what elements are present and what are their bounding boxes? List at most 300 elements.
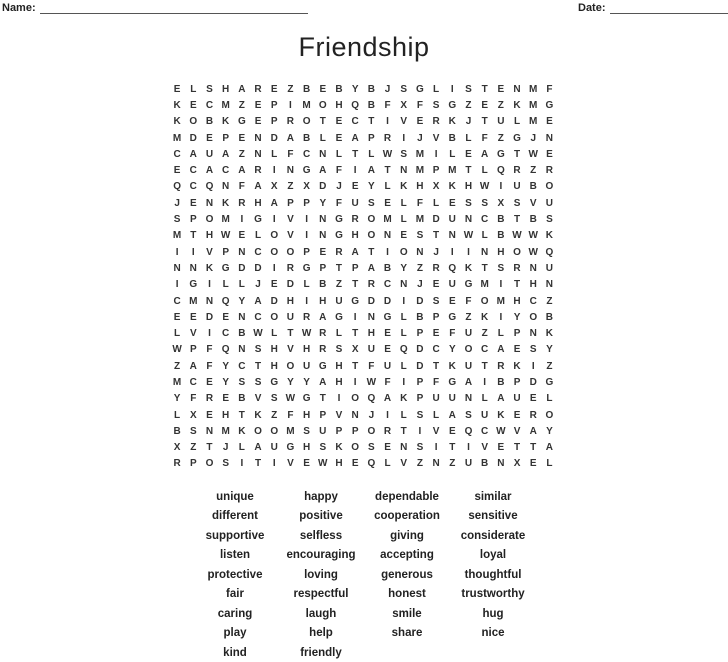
grid-cell: I [499, 311, 503, 323]
grid-cell: H [270, 344, 278, 356]
grid-cell: U [383, 360, 392, 372]
grid-cell: E [432, 328, 440, 340]
grid-cell: B [497, 214, 505, 226]
grid-cell: E [189, 197, 197, 209]
grid-cell: H [416, 181, 424, 193]
grid-cell: Q [367, 393, 376, 405]
grid-cell: L [481, 230, 488, 242]
grid-cell: N [529, 328, 537, 340]
grid-cell: V [287, 214, 294, 226]
grid-cell: O [270, 246, 279, 258]
grid-cell: J [530, 132, 536, 144]
grid-cell: P [319, 262, 327, 274]
grid-cell: I [272, 458, 276, 470]
grid-cell: O [529, 311, 538, 323]
grid-cell: T [384, 165, 391, 177]
grid-cell: I [499, 279, 503, 291]
grid-cell: I [353, 165, 357, 177]
grid-cell: G [496, 148, 505, 160]
grid-cell: M [480, 279, 489, 291]
grid-cell: F [190, 393, 197, 405]
grid-cell: N [464, 393, 473, 405]
grid-cell: I [208, 279, 211, 291]
grid-cell: G [335, 230, 343, 242]
grid-cell: U [335, 295, 343, 307]
name-blank-line [40, 2, 308, 14]
grid-cell: V [513, 425, 521, 437]
grid-cell: S [189, 425, 197, 437]
grid-cell: N [432, 458, 440, 470]
grid-cell: I [483, 376, 487, 388]
grid-cell: I [386, 116, 389, 128]
grid-cell: N [319, 148, 327, 160]
grid-cell: B [173, 425, 181, 437]
grid-cell: K [173, 99, 181, 111]
grid-cell: B [335, 83, 343, 95]
grid-cell: V [529, 197, 537, 209]
grid-cell: E [448, 295, 456, 307]
grid-cell: G [318, 360, 327, 372]
grid-cell: I [386, 409, 389, 421]
grid-cell: H [254, 197, 262, 209]
grid-cell: O [367, 230, 376, 242]
grid-cell: Q [464, 425, 473, 437]
grid-cell: E [481, 99, 488, 111]
grid-cell: L [271, 328, 278, 340]
grid-cell: S [546, 214, 553, 226]
grid-cell: F [416, 99, 423, 111]
grid-cell: Q [221, 344, 230, 356]
grid-cell: R [254, 165, 262, 177]
grid-cell: A [189, 360, 197, 372]
grid-cell: E [173, 83, 181, 95]
grid-cell: V [432, 132, 440, 144]
grid-cell: F [433, 376, 440, 388]
grid-cell: S [416, 442, 424, 454]
grid-cell: F [465, 295, 472, 307]
grid-cell: E [448, 425, 456, 437]
word-list-item: fair [226, 588, 244, 601]
grid-cell: U [319, 425, 327, 437]
word-list-item: sensitive [468, 510, 518, 523]
grid-cell: E [270, 83, 278, 95]
grid-cell: N [383, 230, 392, 242]
grid-cell: Y [448, 344, 456, 356]
grid-cell: S [416, 230, 424, 242]
grid-cell: R [432, 116, 440, 128]
grid-cell: I [353, 376, 357, 388]
grid-cell: I [175, 246, 179, 258]
grid-cell: G [545, 376, 554, 388]
grid-cell: H [302, 442, 311, 454]
grid-cell: I [402, 132, 406, 144]
grid-cell: P [189, 458, 197, 470]
grid-cell: W [318, 458, 328, 470]
grid-cell: Y [319, 197, 327, 209]
grid-cell: G [513, 132, 521, 144]
grid-cell: Z [238, 99, 245, 111]
grid-cell: A [319, 376, 327, 388]
grid-cell: I [289, 99, 292, 111]
grid-cell: H [286, 295, 295, 307]
grid-cell: P [287, 197, 294, 209]
grid-cell: I [305, 214, 308, 226]
grid-cell: T [433, 230, 440, 242]
grid-cell: L [481, 165, 488, 177]
grid-cell: H [335, 99, 343, 111]
grid-cell: D [205, 311, 214, 323]
grid-cell: P [351, 425, 359, 437]
grid-cell: T [530, 442, 537, 454]
grid-cell: H [367, 328, 375, 340]
grid-cell: C [481, 425, 489, 437]
grid-cell: N [238, 344, 246, 356]
grid-cell: N [222, 181, 230, 193]
grid-cell: Y [287, 376, 294, 388]
grid-cell: L [384, 181, 391, 193]
grid-cell: N [238, 246, 246, 258]
word-list-item: happy [304, 490, 338, 503]
grid-cell: L [238, 442, 245, 454]
grid-cell: L [497, 328, 504, 340]
grid-cell: E [416, 116, 424, 128]
grid-cell: R [319, 344, 327, 356]
grid-cell: L [433, 83, 440, 95]
grid-cell: Y [238, 295, 246, 307]
grid-cell: M [529, 116, 538, 128]
grid-cell: E [432, 279, 440, 291]
grid-cell: P [189, 214, 197, 226]
grid-cell: H [335, 360, 343, 372]
grid-cell: K [545, 328, 554, 340]
grid-cell: P [513, 328, 521, 340]
grid-cell: V [287, 230, 294, 242]
grid-cell: A [286, 132, 295, 144]
word-list-item: honest [388, 588, 426, 601]
grid-cell: L [400, 311, 407, 323]
grid-cell: N [238, 311, 246, 323]
word-list-item: laugh [305, 607, 337, 620]
grid-cell: L [303, 279, 310, 291]
grid-cell: O [464, 344, 473, 356]
grid-cell: M [415, 148, 425, 160]
grid-cell: E [222, 393, 229, 405]
grid-cell: T [481, 360, 488, 372]
grid-cell: C [173, 148, 181, 160]
grid-cell: T [513, 279, 521, 291]
grid-cell: H [222, 83, 230, 95]
grid-cell: A [319, 311, 327, 323]
grid-cell: U [367, 344, 375, 356]
grid-cell: C [432, 344, 440, 356]
grid-cell: T [400, 425, 407, 437]
grid-cell: U [464, 458, 473, 470]
grid-cell: N [513, 83, 521, 95]
grid-cell: M [221, 99, 230, 111]
grid-cell: J [465, 116, 472, 128]
grid-cell: F [368, 360, 375, 372]
grid-cell: B [302, 83, 311, 95]
grid-cell: D [189, 132, 197, 144]
grid-cell: K [173, 116, 181, 128]
grid-cell: B [497, 230, 505, 242]
grid-cell: Y [351, 83, 359, 95]
grid-cell: P [351, 262, 359, 274]
grid-cell: I [402, 295, 406, 307]
grid-cell: H [335, 458, 343, 470]
grid-cell: G [335, 214, 343, 226]
grid-cell: U [286, 311, 295, 323]
grid-cell: Z [190, 442, 197, 454]
grid-cell: D [383, 295, 392, 307]
word-list-item: different [212, 510, 258, 523]
grid-cell: J [384, 83, 391, 95]
grid-cell: I [208, 328, 211, 340]
word-list-item: kind [223, 646, 247, 659]
grid-cell: E [384, 197, 391, 209]
grid-cell: U [432, 393, 440, 405]
grid-cell: J [433, 246, 439, 258]
grid-cell: F [238, 181, 245, 193]
grid-cell: V [432, 425, 440, 437]
grid-cell: P [303, 246, 310, 258]
grid-cell: T [335, 262, 343, 274]
grid-cell: P [222, 132, 229, 144]
date-label: Date: [578, 2, 606, 14]
grid-cell: D [416, 360, 424, 372]
grid-cell: T [352, 360, 359, 372]
grid-cell: T [368, 116, 375, 128]
grid-cell: V [400, 116, 408, 128]
grid-cell: R [529, 409, 537, 421]
grid-cell: X [351, 344, 359, 356]
grid-cell: N [400, 279, 408, 291]
grid-cell: N [319, 230, 327, 242]
grid-cell: S [222, 458, 229, 470]
grid-cell: P [270, 99, 278, 111]
grid-cell: T [513, 148, 521, 160]
grid-cell: N [367, 311, 375, 323]
grid-cell: N [400, 165, 408, 177]
grid-cell: S [400, 83, 408, 95]
grid-cell: R [383, 425, 392, 437]
word-list-item: respectful [293, 588, 349, 601]
grid-cell: Z [497, 99, 504, 111]
grid-cell: Z [271, 409, 278, 421]
grid-cell: M [496, 295, 506, 307]
grid-cell: E [546, 148, 553, 160]
grid-cell: U [205, 148, 214, 160]
grid-cell: E [254, 99, 262, 111]
grid-cell: L [546, 393, 553, 405]
grid-cell: W [496, 425, 506, 437]
grid-cell: W [301, 328, 312, 340]
grid-cell: V [254, 393, 262, 405]
grid-cell: A [205, 165, 214, 177]
grid-cell: B [238, 393, 246, 405]
grid-cell: T [190, 230, 197, 242]
grid-cell: U [270, 442, 278, 454]
grid-cell: U [545, 262, 554, 274]
grid-cell: K [335, 442, 343, 454]
grid-cell: L [254, 230, 262, 242]
grid-cell: I [386, 246, 389, 258]
grid-cell: Z [546, 295, 553, 307]
grid-cell: E [497, 442, 505, 454]
grid-cell: I [337, 393, 341, 405]
grid-cell: C [254, 311, 262, 323]
word-list-item: help [309, 627, 333, 640]
grid-cell: E [465, 148, 472, 160]
grid-cell: A [481, 148, 489, 160]
grid-cell: Y [400, 262, 408, 274]
grid-cell: P [270, 116, 278, 128]
grid-cell: A [222, 148, 230, 160]
grid-cell: N [286, 165, 295, 177]
grid-cell: W [382, 148, 393, 160]
grid-cell: U [513, 181, 521, 193]
grid-cell: K [205, 262, 214, 274]
grid-cell: I [272, 165, 276, 177]
grid-cell: S [368, 442, 375, 454]
grid-cell: O [286, 360, 295, 372]
grid-cell: K [464, 262, 473, 274]
grid-cell: D [286, 279, 295, 291]
word-list-item: smile [392, 607, 422, 620]
grid-cell: P [513, 376, 521, 388]
grid-cell: H [497, 246, 505, 258]
grid-cell: S [254, 344, 262, 356]
grid-cell: S [481, 197, 488, 209]
grid-cell: W [479, 181, 490, 193]
grid-cell: M [189, 295, 198, 307]
grid-cell: B [383, 262, 392, 274]
grid-cell: T [352, 328, 359, 340]
grid-cell: O [205, 458, 214, 470]
grid-cell: F [206, 360, 213, 372]
grid-cell: C [189, 165, 197, 177]
grid-cell: G [286, 442, 295, 454]
grid-cell: P [303, 197, 310, 209]
grid-cell: O [205, 214, 214, 226]
grid-cell: X [270, 181, 278, 193]
grid-cell: R [383, 132, 392, 144]
grid-cell: M [172, 376, 182, 388]
grid-cell: N [464, 214, 473, 226]
grid-cell: I [305, 295, 308, 307]
grid-cell: A [351, 246, 359, 258]
grid-cell: G [448, 376, 457, 388]
grid-cell: E [335, 116, 343, 128]
word-list-item: trustworthy [461, 588, 525, 601]
grid-cell: L [513, 116, 521, 128]
grid-cell: M [415, 165, 425, 177]
grid-cell: R [335, 246, 343, 258]
grid-cell: S [465, 197, 472, 209]
grid-cell: U [448, 393, 456, 405]
grid-cell: E [319, 246, 327, 258]
grid-cell: P [189, 344, 197, 356]
word-search-grid [169, 81, 558, 472]
grid-cell: C [254, 246, 262, 258]
grid-cell: H [513, 295, 521, 307]
grid-cell: P [416, 393, 424, 405]
grid-cell: U [497, 116, 505, 128]
grid-cell: N [481, 246, 489, 258]
grid-cell: Q [496, 165, 505, 177]
grid-cell: L [190, 83, 197, 95]
grid-cell: K [222, 116, 230, 128]
grid-cell: F [416, 197, 423, 209]
grid-cell: D [367, 295, 375, 307]
grid-cell: U [481, 409, 489, 421]
word-list-item: considerate [460, 529, 526, 542]
grid-cell: F [481, 132, 488, 144]
grid-cell: N [529, 262, 537, 274]
grid-cell: A [254, 295, 262, 307]
grid-cell: E [351, 181, 359, 193]
grid-cell: O [513, 246, 521, 258]
grid-cell: F [287, 148, 294, 160]
name-label: Name: [2, 2, 36, 14]
grid-cell: T [238, 409, 245, 421]
grid-cell: F [546, 83, 553, 95]
grid-cell: L [465, 132, 472, 144]
grid-cell: K [238, 425, 246, 437]
grid-cell: C [238, 360, 246, 372]
grid-cell: K [448, 360, 456, 372]
grid-cell: K [222, 197, 230, 209]
grid-cell: R [286, 116, 295, 128]
grid-cell: R [173, 458, 181, 470]
grid-cell: C [529, 295, 537, 307]
grid-cell: A [497, 344, 505, 356]
grid-cell: N [351, 409, 359, 421]
grid-cell: U [464, 360, 473, 372]
grid-cell: L [449, 148, 456, 160]
grid-cell: N [545, 132, 554, 144]
grid-cell: G [464, 279, 473, 291]
grid-cell: I [418, 425, 422, 437]
grid-cell: T [319, 393, 326, 405]
grid-cell: L [174, 328, 181, 340]
grid-cell: A [254, 442, 262, 454]
grid-cell: W [172, 344, 182, 356]
grid-cell: Q [173, 181, 181, 193]
grid-cell: L [384, 458, 391, 470]
word-list-item: share [391, 627, 423, 640]
grid-cell: U [448, 214, 456, 226]
grid-cell: T [449, 442, 456, 454]
grid-cell: S [270, 393, 278, 405]
grid-cell: J [174, 197, 180, 209]
grid-cell: H [319, 295, 327, 307]
grid-cell: A [448, 409, 456, 421]
grid-cell: U [448, 279, 456, 291]
grid-cell: B [545, 311, 554, 323]
grid-cell: E [189, 311, 197, 323]
grid-cell: R [497, 360, 505, 372]
grid-cell: L [481, 393, 488, 405]
word-list-item: listen [219, 549, 251, 562]
grid-cell: Z [449, 458, 456, 470]
grid-cell: E [254, 116, 262, 128]
grid-cell: X [189, 409, 197, 421]
grid-cell: B [497, 376, 505, 388]
word-list-item: hug [482, 607, 504, 620]
grid-cell: L [400, 360, 407, 372]
grid-cell: C [222, 165, 230, 177]
